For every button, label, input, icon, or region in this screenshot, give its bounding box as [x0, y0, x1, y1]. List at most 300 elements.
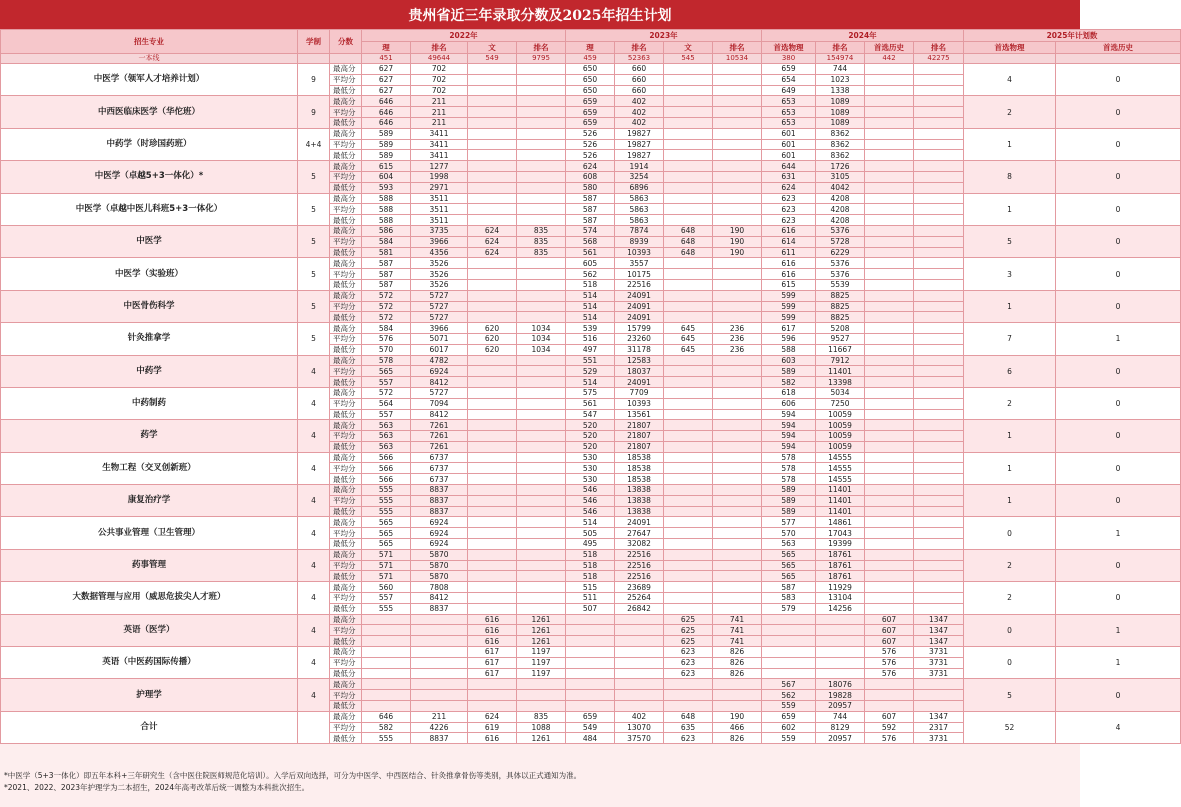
score-cell — [411, 625, 468, 636]
score-cell — [664, 269, 713, 280]
score-cell — [468, 603, 517, 614]
score-cell: 566 — [362, 452, 411, 463]
score-cell: 507 — [566, 603, 615, 614]
subheader-cell: 首选物理 — [762, 42, 816, 54]
score-cell: 10059 — [816, 409, 865, 420]
major-name: 针灸推拿学 — [1, 323, 298, 355]
score-cell: 571 — [362, 571, 411, 582]
score-cell: 581 — [362, 247, 411, 258]
score-cell — [762, 625, 816, 636]
score-cell: 529 — [566, 366, 615, 377]
score-cell: 22516 — [615, 571, 664, 582]
score-cell — [664, 593, 713, 604]
score-cell: 514 — [566, 312, 615, 323]
score-cell: 1089 — [816, 117, 865, 128]
score-cell — [468, 474, 517, 485]
plan-physics: 4 — [964, 64, 1056, 96]
stat-label: 平均分 — [330, 657, 362, 668]
score-cell — [517, 182, 566, 193]
score-cell — [517, 215, 566, 226]
score-cell: 13070 — [615, 722, 664, 733]
score-cell: 4208 — [816, 193, 865, 204]
score-cell — [517, 409, 566, 420]
score-cell — [517, 560, 566, 571]
score-cell — [713, 139, 762, 150]
plan-physics: 0 — [964, 517, 1056, 549]
score-cell — [914, 517, 964, 528]
score-cell — [713, 128, 762, 139]
score-cell: 563 — [362, 431, 411, 442]
table-body — [1, 30, 1181, 744]
score-cell — [468, 107, 517, 118]
stat-label: 最低分 — [330, 701, 362, 712]
score-cell — [566, 679, 615, 690]
stat-label: 最低分 — [330, 409, 362, 420]
score-cell: 580 — [566, 182, 615, 193]
score-cell: 570 — [762, 528, 816, 539]
score-cell — [664, 150, 713, 161]
major-name: 中医学 — [1, 225, 298, 257]
yixian-value: 154974 — [816, 54, 865, 64]
table-row — [1, 711, 1181, 722]
score-cell: 1347 — [914, 636, 964, 647]
score-cell: 646 — [362, 96, 411, 107]
score-cell: 631 — [762, 171, 816, 182]
score-cell — [865, 258, 914, 269]
stat-label: 最高分 — [330, 582, 362, 593]
subheader-cell: 理 — [362, 42, 411, 54]
score-cell — [517, 107, 566, 118]
score-cell: 611 — [762, 247, 816, 258]
score-cell — [517, 64, 566, 75]
score-cell: 582 — [362, 722, 411, 733]
major-name: 中药制药 — [1, 387, 298, 419]
score-cell: 511 — [566, 593, 615, 604]
score-cell — [865, 420, 914, 431]
score-cell — [468, 290, 517, 301]
stat-label: 最高分 — [330, 452, 362, 463]
score-cell — [468, 441, 517, 452]
score-cell: 7250 — [816, 398, 865, 409]
score-cell: 563 — [762, 539, 816, 550]
score-cell: 190 — [713, 225, 762, 236]
score-cell — [468, 193, 517, 204]
score-cell — [865, 485, 914, 496]
table-row — [1, 420, 1181, 431]
score-cell — [713, 431, 762, 442]
table-row — [1, 614, 1181, 625]
score-cell — [468, 117, 517, 128]
score-cell — [865, 593, 914, 604]
score-cell — [517, 452, 566, 463]
score-cell: 10059 — [816, 441, 865, 452]
score-cell: 19827 — [615, 128, 664, 139]
score-cell — [664, 74, 713, 85]
score-cell — [664, 215, 713, 226]
score-cell: 646 — [362, 711, 411, 722]
score-cell: 627 — [362, 85, 411, 96]
score-cell — [468, 452, 517, 463]
score-cell: 571 — [362, 549, 411, 560]
score-cell: 514 — [566, 377, 615, 388]
score-cell: 10175 — [615, 269, 664, 280]
plan-history: 0 — [1056, 161, 1181, 193]
score-cell: 484 — [566, 733, 615, 744]
subheader-cell: 排名 — [713, 42, 762, 54]
stat-label: 平均分 — [330, 107, 362, 118]
score-cell: 11401 — [816, 506, 865, 517]
score-cell: 8362 — [816, 150, 865, 161]
score-cell — [816, 636, 865, 647]
score-cell: 526 — [566, 150, 615, 161]
score-cell: 5208 — [816, 323, 865, 334]
score-cell — [468, 701, 517, 712]
stat-label: 平均分 — [330, 74, 362, 85]
score-cell — [468, 74, 517, 85]
stat-label: 平均分 — [330, 139, 362, 150]
score-cell: 653 — [762, 107, 816, 118]
table-row — [1, 549, 1181, 560]
score-cell — [865, 150, 914, 161]
score-cell: 599 — [762, 312, 816, 323]
score-cell: 18538 — [615, 452, 664, 463]
plan-history: 0 — [1056, 128, 1181, 160]
score-cell — [713, 398, 762, 409]
score-cell — [816, 647, 865, 658]
score-cell — [468, 215, 517, 226]
score-cell: 3966 — [411, 236, 468, 247]
score-cell — [914, 452, 964, 463]
score-cell: 22516 — [615, 560, 664, 571]
score-cell — [914, 539, 964, 550]
score-cell: 7094 — [411, 398, 468, 409]
score-cell: 4208 — [816, 204, 865, 215]
score-cell — [517, 495, 566, 506]
yixian-value: 459 — [566, 54, 615, 64]
score-cell: 516 — [566, 333, 615, 344]
score-cell: 650 — [566, 74, 615, 85]
score-cell — [517, 517, 566, 528]
score-cell: 402 — [615, 711, 664, 722]
stat-label: 最高分 — [330, 258, 362, 269]
plan-physics: 0 — [964, 647, 1056, 679]
score-cell: 7912 — [816, 355, 865, 366]
score-cell: 589 — [762, 495, 816, 506]
score-cell: 5539 — [816, 279, 865, 290]
major-years: 5 — [298, 258, 330, 290]
score-cell — [713, 150, 762, 161]
plan-physics: 2 — [964, 96, 1056, 128]
plan-physics: 2 — [964, 387, 1056, 419]
score-cell — [914, 279, 964, 290]
stat-label: 最低分 — [330, 85, 362, 96]
score-cell — [865, 474, 914, 485]
score-table — [0, 29, 1181, 744]
score-cell — [468, 171, 517, 182]
stat-label: 平均分 — [330, 431, 362, 442]
score-cell: 562 — [566, 269, 615, 280]
score-cell: 546 — [566, 506, 615, 517]
score-cell: 8412 — [411, 593, 468, 604]
plan-history: 0 — [1056, 96, 1181, 128]
score-cell — [865, 215, 914, 226]
score-cell: 608 — [566, 171, 615, 182]
score-cell: 576 — [865, 733, 914, 744]
score-cell — [865, 463, 914, 474]
score-cell — [865, 560, 914, 571]
score-cell — [713, 409, 762, 420]
score-cell: 402 — [615, 117, 664, 128]
score-cell — [865, 701, 914, 712]
score-cell: 1197 — [517, 647, 566, 658]
score-cell: 3731 — [914, 657, 964, 668]
score-cell — [664, 571, 713, 582]
score-cell — [411, 690, 468, 701]
score-cell — [713, 528, 762, 539]
stat-label: 最低分 — [330, 182, 362, 193]
score-cell — [468, 312, 517, 323]
score-cell — [468, 517, 517, 528]
score-cell — [664, 64, 713, 75]
stat-label: 最低分 — [330, 312, 362, 323]
score-cell — [713, 582, 762, 593]
score-cell: 603 — [762, 355, 816, 366]
score-cell — [816, 625, 865, 636]
score-cell — [865, 225, 914, 236]
score-cell: 7261 — [411, 441, 468, 452]
score-cell: 620 — [468, 344, 517, 355]
score-cell — [914, 107, 964, 118]
score-cell — [713, 161, 762, 172]
score-cell — [865, 85, 914, 96]
score-cell — [914, 290, 964, 301]
score-cell — [713, 258, 762, 269]
score-cell: 741 — [713, 636, 762, 647]
score-cell: 617 — [468, 657, 517, 668]
score-cell: 11401 — [816, 485, 865, 496]
major-name: 英语（中医药国际传播） — [1, 647, 298, 679]
score-cell: 526 — [566, 128, 615, 139]
score-cell: 5376 — [816, 225, 865, 236]
score-cell — [865, 117, 914, 128]
score-cell — [914, 355, 964, 366]
score-cell: 572 — [362, 312, 411, 323]
yixian-row — [1, 54, 1181, 64]
score-cell — [664, 279, 713, 290]
table-row — [1, 485, 1181, 496]
score-cell — [615, 614, 664, 625]
score-cell: 6017 — [411, 344, 468, 355]
score-cell — [914, 139, 964, 150]
score-cell: 578 — [762, 452, 816, 463]
score-cell: 584 — [362, 323, 411, 334]
score-cell: 236 — [713, 323, 762, 334]
table-row — [1, 64, 1181, 75]
score-cell: 567 — [762, 679, 816, 690]
score-cell — [914, 344, 964, 355]
score-cell: 4782 — [411, 355, 468, 366]
score-cell: 190 — [713, 236, 762, 247]
score-cell — [468, 528, 517, 539]
stat-label: 平均分 — [330, 204, 362, 215]
score-cell: 211 — [411, 107, 468, 118]
score-cell — [468, 139, 517, 150]
score-cell: 497 — [566, 344, 615, 355]
score-cell: 13561 — [615, 409, 664, 420]
score-cell: 13398 — [816, 377, 865, 388]
score-cell: 5071 — [411, 333, 468, 344]
major-name: 合计 — [1, 711, 298, 743]
empty-cell — [330, 54, 362, 64]
score-cell: 32082 — [615, 539, 664, 550]
score-cell: 3511 — [411, 204, 468, 215]
score-cell: 659 — [566, 117, 615, 128]
stat-label: 最低分 — [330, 247, 362, 258]
header-2024: 2024年 — [762, 30, 964, 42]
score-cell — [517, 485, 566, 496]
score-cell — [865, 323, 914, 334]
score-cell — [664, 690, 713, 701]
score-cell: 601 — [762, 139, 816, 150]
score-cell: 24091 — [615, 517, 664, 528]
score-cell: 579 — [762, 603, 816, 614]
score-cell: 31178 — [615, 344, 664, 355]
stat-label: 平均分 — [330, 269, 362, 280]
score-cell — [664, 409, 713, 420]
score-cell: 589 — [362, 139, 411, 150]
score-cell: 1197 — [517, 668, 566, 679]
plan-history: 1 — [1056, 323, 1181, 355]
score-cell — [713, 495, 762, 506]
score-cell: 5727 — [411, 290, 468, 301]
score-cell — [914, 528, 964, 539]
header-2023: 2023年 — [566, 30, 762, 42]
score-cell: 5727 — [411, 387, 468, 398]
score-cell — [517, 387, 566, 398]
score-cell: 560 — [362, 582, 411, 593]
score-cell: 744 — [816, 64, 865, 75]
score-cell — [713, 679, 762, 690]
yixian-value: 451 — [362, 54, 411, 64]
score-cell: 14861 — [816, 517, 865, 528]
stat-label: 最低分 — [330, 441, 362, 452]
score-cell: 599 — [762, 301, 816, 312]
score-cell — [566, 668, 615, 679]
plan-physics: 5 — [964, 679, 1056, 711]
score-cell: 21807 — [615, 420, 664, 431]
score-cell: 835 — [517, 236, 566, 247]
score-cell — [865, 182, 914, 193]
score-cell: 1277 — [411, 161, 468, 172]
major-name: 英语（医学） — [1, 614, 298, 646]
score-cell — [914, 204, 964, 215]
score-cell: 2971 — [411, 182, 468, 193]
major-years — [298, 711, 330, 743]
score-cell: 14256 — [816, 603, 865, 614]
score-cell — [468, 96, 517, 107]
score-cell — [865, 603, 914, 614]
score-cell: 624 — [468, 236, 517, 247]
major-name: 中医学（实验班） — [1, 258, 298, 290]
score-cell — [517, 74, 566, 85]
stat-label: 最高分 — [330, 420, 362, 431]
score-cell: 594 — [762, 409, 816, 420]
major-name: 中药学 — [1, 355, 298, 387]
score-cell — [517, 528, 566, 539]
score-cell: 1338 — [816, 85, 865, 96]
score-cell — [914, 593, 964, 604]
score-cell: 607 — [865, 614, 914, 625]
stat-label: 最低分 — [330, 474, 362, 485]
score-cell — [664, 582, 713, 593]
major-years: 4 — [298, 679, 330, 711]
score-cell — [914, 225, 964, 236]
stat-label: 最高分 — [330, 517, 362, 528]
score-cell — [362, 636, 411, 647]
score-cell — [914, 409, 964, 420]
score-cell: 623 — [664, 657, 713, 668]
score-cell — [865, 366, 914, 377]
score-cell: 3411 — [411, 150, 468, 161]
plan-history: 0 — [1056, 225, 1181, 257]
table-row — [1, 452, 1181, 463]
score-cell — [615, 690, 664, 701]
empty-cell — [1056, 54, 1181, 64]
score-cell — [914, 431, 964, 442]
major-years: 9 — [298, 64, 330, 96]
score-cell: 559 — [762, 701, 816, 712]
stat-label: 最低分 — [330, 636, 362, 647]
score-cell — [865, 690, 914, 701]
score-cell — [713, 290, 762, 301]
score-cell — [713, 96, 762, 107]
score-cell: 624 — [468, 711, 517, 722]
score-cell — [468, 279, 517, 290]
score-cell: 3526 — [411, 269, 468, 280]
score-cell — [762, 614, 816, 625]
score-cell: 576 — [865, 647, 914, 658]
score-cell: 649 — [762, 85, 816, 96]
table-row — [1, 387, 1181, 398]
score-cell: 10393 — [615, 398, 664, 409]
score-cell: 17043 — [816, 528, 865, 539]
score-cell — [914, 193, 964, 204]
score-cell: 625 — [664, 625, 713, 636]
score-cell: 614 — [762, 236, 816, 247]
stat-label: 平均分 — [330, 171, 362, 182]
score-cell: 587 — [362, 269, 411, 280]
score-cell — [914, 258, 964, 269]
score-cell — [517, 441, 566, 452]
score-cell: 3731 — [914, 647, 964, 658]
table-row — [1, 323, 1181, 334]
score-cell: 11401 — [816, 366, 865, 377]
score-cell — [468, 549, 517, 560]
score-cell — [468, 150, 517, 161]
score-cell: 835 — [517, 225, 566, 236]
score-cell — [468, 204, 517, 215]
stat-label: 平均分 — [330, 333, 362, 344]
score-cell: 15799 — [615, 323, 664, 334]
score-cell — [664, 485, 713, 496]
score-cell — [713, 366, 762, 377]
score-cell — [713, 593, 762, 604]
score-cell: 617 — [468, 668, 517, 679]
score-cell — [762, 647, 816, 658]
major-years: 4 — [298, 387, 330, 419]
major-name: 中医学（卓越5+3一体化）* — [1, 161, 298, 193]
score-cell: 8362 — [816, 139, 865, 150]
